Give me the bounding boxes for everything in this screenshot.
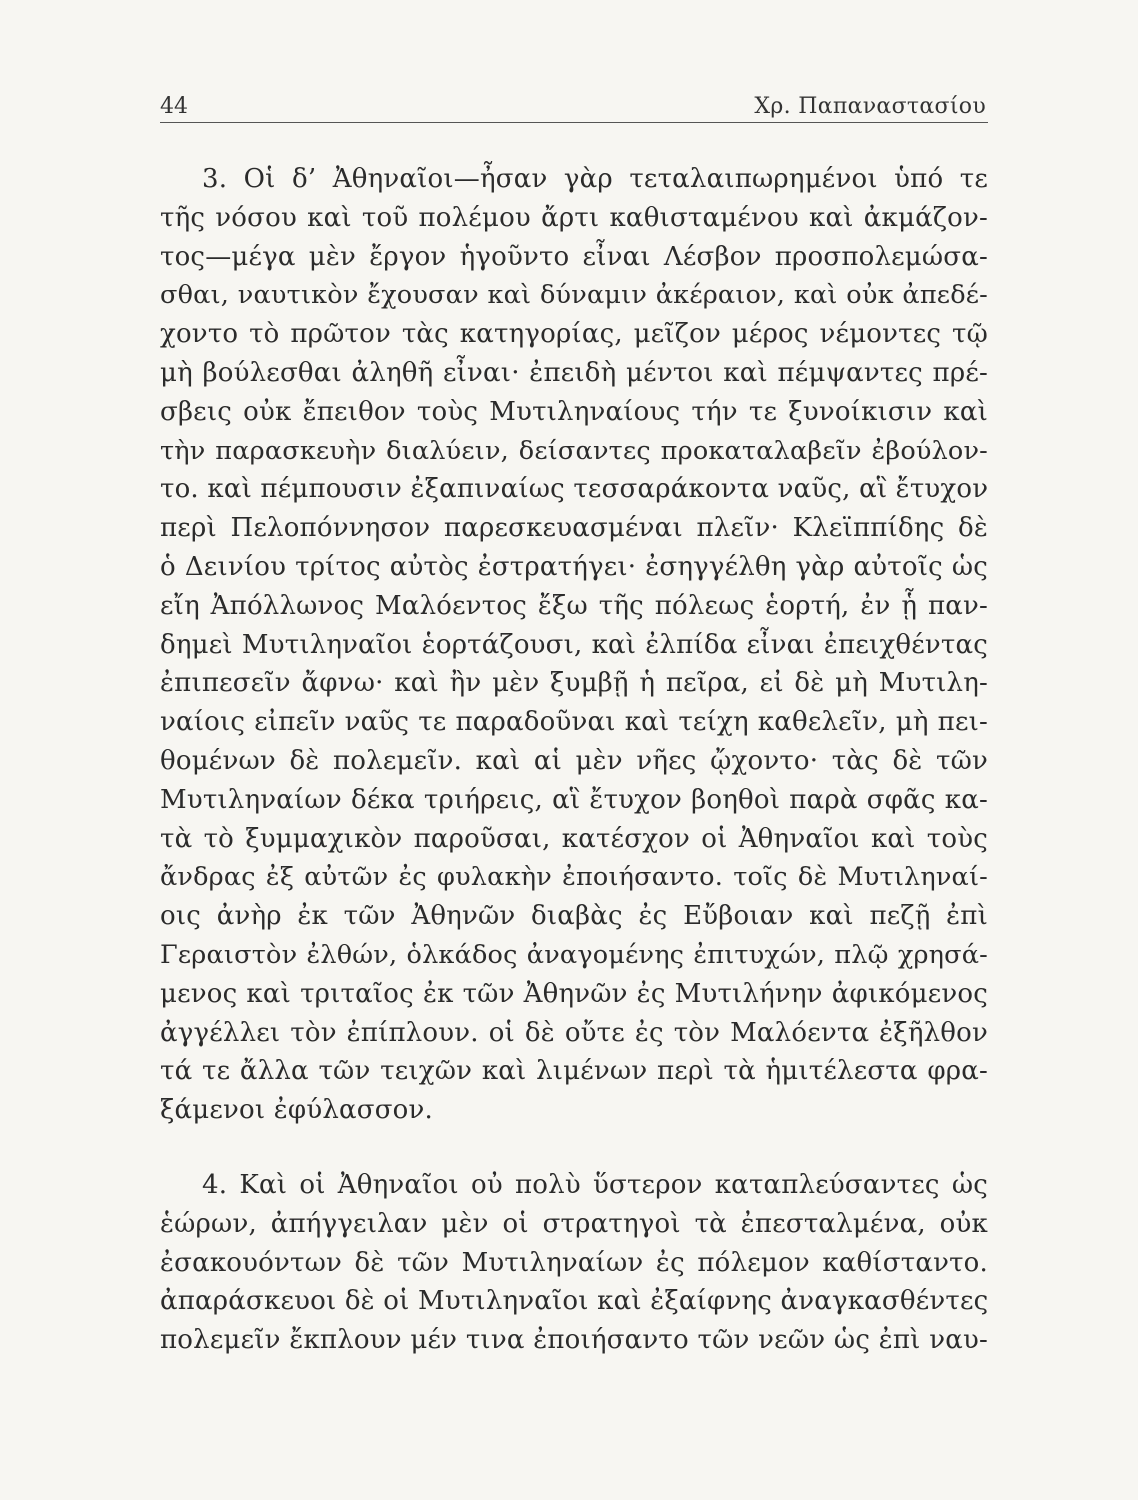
text-line: περὶ Πελοπόννησον παρεσκευασμέναι πλεῖν· Κλεϊππίδης δὲ [160,513,988,544]
running-head-author: Χρ. Παπαναστασίου [754,94,986,119]
text-line: τὰ τὸ ξυμμαχικὸν παροῦσαι, κατέσχον οἱ Ἀθηναῖοι καὶ τοὺς [160,823,988,854]
text-line: δημεὶ Μυτιληναῖοι ἑορτάζουσι, καὶ ἐλπίδα εἶναι ἐπειχθέντας [160,629,988,660]
text-line: ἐσακουόντων δὲ τῶν Μυτιληναίων ἐς πόλεμον καθίσταντο. [160,1247,988,1278]
text-line: μὴ βούλεσθαι ἀληθῆ εἶναι· ἐπειδὴ μέντοι καὶ πέμψαντες πρέ- [160,357,988,388]
text-line: ἄνδρας ἐξ αὐτῶν ἐς φυλακὴν ἐποιήσαντο. τοῖς δὲ Μυτιληναί- [160,862,988,893]
text-line: το. καὶ πέμπουσιν ἐξαπιναίως τεσσαράκοντα ναῦς, αἳ ἔτυχον [160,474,989,505]
text-line: τῆς νόσου καὶ τοῦ πολέμου ἄρτι καθισταμένου καὶ ἀκμάζον- [160,202,988,233]
text-line: τος—μέγα μὲν ἔργον ἡγοῦντο εἶναι Λέσβον προσπολεμώσα- [160,241,988,272]
text-line: χοντο τὸ πρῶτον τὰς κατηγορίας, μεῖζον μέρος νέμοντες τῷ [160,319,988,350]
text-line: Γεραιστὸν ἐλθών, ὁλκάδος ἀναγομένης ἐπιτυχών, πλῷ χρησά- [160,939,988,970]
text-line: ὁ Δεινίου τρίτος αὐτὸς ἐστρατήγει· ἐσηγγέλθη γὰρ αὐτοῖς ὡς [160,551,988,582]
text-line: ἀγγέλλει τὸν ἐπίπλουν. οἱ δὲ οὔτε ἐς τὸν Μαλόεντα ἐξῆλθον [160,1017,988,1048]
text-line: Μυτιληναίων δέκα τριήρεις, αἳ ἔτυχον βοηθοὶ παρὰ σφᾶς κα- [160,784,988,815]
paragraph-section-4 [160,1166,988,1360]
text-line: πολεμεῖν ἔκπλουν μέν τινα ἐποιήσαντο τῶν νεῶν ὡς ἐπὶ ναυ- [160,1325,988,1356]
text-line: ἑώρων, ἀπήγγειλαν μὲν οἱ στρατηγοὶ τὰ ἐπεσταλμένα, οὐκ [160,1208,988,1239]
text-line: οις ἀνὴρ ἐκ τῶν Ἀθηνῶν διαβὰς ἐς Εὔβοιαν καὶ πεζῇ ἐπὶ [160,901,988,932]
paragraph-gap [160,1130,988,1166]
body-text [160,160,988,1360]
text-line: τὴν παρασκευὴν διαλύειν, δείσαντες προκαταλαβεῖν ἐβούλον- [160,435,988,466]
paragraph-section-3 [160,160,988,1130]
page-number: 44 [160,94,188,119]
text-line: 4. Καὶ οἱ Ἀθηναῖοι οὐ πολὺ ὕστερον καταπλεύσαντες ὡς [202,1169,988,1200]
text-line: ἀπαράσκευοι δὲ οἱ Μυτιληναῖοι καὶ ἐξαίφνης ἀναγκασθέντες [160,1286,989,1317]
text-line: σθαι, ναυτικὸν ἔχουσαν καὶ δύναμιν ἀκέραιον, καὶ οὐκ ἀπεδέ- [160,280,988,311]
text-line: ἐπιπεσεῖν ἄφνω· καὶ ἢν μὲν ξυμβῇ ἡ πεῖρα, εἰ δὲ μὴ Μυτιλη- [160,668,988,699]
text-line: τά τε ἄλλα τῶν τειχῶν καὶ λιμένων περὶ τὰ ἡμιτέλεστα φρα- [160,1056,988,1087]
text-line: μενος καὶ τριταῖος ἐκ τῶν Ἀθηνῶν ἐς Μυτιλήνην ἀφικόμενος [160,978,988,1009]
text-line: ναίοις εἰπεῖν ναῦς τε παραδοῦναι καὶ τείχη καθελεῖν, μὴ πει- [160,707,988,738]
text-line: εἴη Ἀπόλλωνος Μαλόεντος ἔξω τῆς πόλεως ἑορτή, ἐν ᾗ παν- [160,590,988,621]
text-line: 3. Οἱ δ’ Ἀθηναῖοι—ἦσαν γὰρ τεταλαιπωρημένοι ὑπό τε [202,164,988,194]
text-line: θομένων δὲ πολεμεῖν. καὶ αἱ μὲν νῆες ᾤχοντο· τὰς δὲ τῶν [160,745,988,776]
running-head [160,88,988,123]
text-line: ξάμενοι ἐφύλασσον. [160,1095,433,1126]
text-line: σβεις οὐκ ἔπειθον τοὺς Μυτιληναίους τήν τε ξυνοίκισιν καὶ [160,396,988,427]
